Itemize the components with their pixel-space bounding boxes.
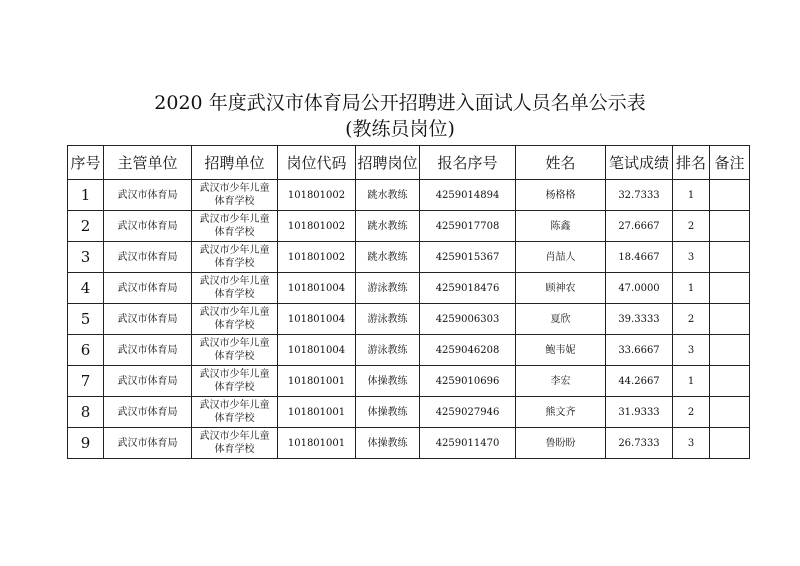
cell-score: 39.3333 <box>606 304 673 335</box>
cell-post: 体操教练 <box>356 397 420 428</box>
table-row <box>68 273 750 304</box>
cell-unit <box>192 428 278 459</box>
cell-name: 鲍韦妮 <box>516 335 606 366</box>
header-dept: 主管单位 <box>104 146 192 180</box>
cell-reg: 4259011470 <box>420 428 516 459</box>
cell-note <box>710 428 750 459</box>
cell-reg: 4259017708 <box>420 211 516 242</box>
cell-post: 游泳教练 <box>356 273 420 304</box>
cell-unit-line1: 武汉市少年儿童 <box>199 369 270 380</box>
table-row <box>68 335 750 366</box>
table-row <box>68 242 750 273</box>
cell-post: 跳水教练 <box>356 180 420 211</box>
cell-seq: 1 <box>68 180 104 211</box>
cell-unit <box>192 366 278 397</box>
cell-seq: 2 <box>68 211 104 242</box>
cell-name: 熊文齐 <box>516 397 606 428</box>
cell-score: 27.6667 <box>606 211 673 242</box>
document-subtitle: (教练员岗位) <box>345 118 455 140</box>
table-row <box>68 366 750 397</box>
cell-unit-line2: 体育学校 <box>214 444 255 455</box>
header-score: 笔试成绩 <box>606 146 673 180</box>
cell-code: 101801002 <box>278 242 356 273</box>
cell-unit-line1: 武汉市少年儿童 <box>199 276 270 287</box>
cell-note <box>710 242 750 273</box>
cell-score: 31.9333 <box>606 397 673 428</box>
cell-unit-line1: 武汉市少年儿童 <box>199 431 270 442</box>
cell-note <box>710 366 750 397</box>
cell-note <box>710 180 750 211</box>
header-name: 姓名 <box>516 146 606 180</box>
cell-seq: 3 <box>68 242 104 273</box>
table-row <box>68 180 750 211</box>
cell-code: 101801001 <box>278 397 356 428</box>
cell-unit-line2: 体育学校 <box>214 196 255 207</box>
cell-reg: 4259018476 <box>420 273 516 304</box>
cell-code: 101801004 <box>278 335 356 366</box>
cell-code: 101801001 <box>278 428 356 459</box>
cell-reg: 4259014894 <box>420 180 516 211</box>
cell-reg: 4259006303 <box>420 304 516 335</box>
cell-score: 26.7333 <box>606 428 673 459</box>
cell-unit-line1: 武汉市少年儿童 <box>199 400 270 411</box>
cell-note <box>710 397 750 428</box>
cell-name: 李宏 <box>516 366 606 397</box>
cell-code: 101801004 <box>278 273 356 304</box>
cell-dept: 武汉市体育局 <box>104 428 192 459</box>
cell-dept: 武汉市体育局 <box>104 242 192 273</box>
cell-dept: 武汉市体育局 <box>104 180 192 211</box>
cell-reg: 4259015367 <box>420 242 516 273</box>
cell-score: 18.4667 <box>606 242 673 273</box>
cell-code: 101801002 <box>278 211 356 242</box>
cell-dept: 武汉市体育局 <box>104 211 192 242</box>
cell-score: 47.0000 <box>606 273 673 304</box>
table-row <box>68 397 750 428</box>
cell-seq: 7 <box>68 366 104 397</box>
table-row <box>68 304 750 335</box>
cell-rank: 3 <box>673 242 710 273</box>
cell-post: 游泳教练 <box>356 335 420 366</box>
cell-unit-line1: 武汉市少年儿童 <box>199 307 270 318</box>
cell-unit-line2: 体育学校 <box>214 382 255 393</box>
cell-unit-line2: 体育学校 <box>214 351 255 362</box>
cell-name: 鲁盼盼 <box>516 428 606 459</box>
interview-roster-table <box>67 145 750 459</box>
cell-unit-line2: 体育学校 <box>214 289 255 300</box>
cell-rank: 1 <box>673 180 710 211</box>
table-row <box>68 428 750 459</box>
cell-code: 101801002 <box>278 180 356 211</box>
cell-unit-line2: 体育学校 <box>214 320 255 331</box>
cell-note <box>710 304 750 335</box>
cell-name: 陈鑫 <box>516 211 606 242</box>
header-rank: 排名 <box>673 146 710 180</box>
cell-post: 体操教练 <box>356 428 420 459</box>
header-note: 备注 <box>710 146 750 180</box>
header-post: 招聘岗位 <box>356 146 420 180</box>
header-seq: 序号 <box>68 146 104 180</box>
cell-name: 肖喆人 <box>516 242 606 273</box>
cell-unit-line1: 武汉市少年儿童 <box>199 245 270 256</box>
cell-post: 跳水教练 <box>356 242 420 273</box>
cell-unit <box>192 211 278 242</box>
cell-reg: 4259027946 <box>420 397 516 428</box>
cell-note <box>710 211 750 242</box>
cell-code: 101801004 <box>278 304 356 335</box>
cell-name: 杨格格 <box>516 180 606 211</box>
cell-note <box>710 273 750 304</box>
document-title: 2020 年度武汉市体育局公开招聘进入面试人员名单公示表 <box>154 92 646 114</box>
cell-unit-line1: 武汉市少年儿童 <box>199 214 270 225</box>
cell-dept: 武汉市体育局 <box>104 304 192 335</box>
cell-post: 体操教练 <box>356 366 420 397</box>
cell-unit <box>192 273 278 304</box>
cell-score: 32.7333 <box>606 180 673 211</box>
cell-unit <box>192 180 278 211</box>
cell-unit <box>192 335 278 366</box>
cell-name: 夏欣 <box>516 304 606 335</box>
table-header-row <box>68 146 750 180</box>
header-unit: 招聘单位 <box>192 146 278 180</box>
cell-score: 33.6667 <box>606 335 673 366</box>
cell-dept: 武汉市体育局 <box>104 335 192 366</box>
cell-seq: 8 <box>68 397 104 428</box>
cell-rank: 2 <box>673 304 710 335</box>
cell-unit-line2: 体育学校 <box>214 413 255 424</box>
cell-dept: 武汉市体育局 <box>104 366 192 397</box>
cell-post: 游泳教练 <box>356 304 420 335</box>
cell-dept: 武汉市体育局 <box>104 397 192 428</box>
cell-unit-line1: 武汉市少年儿童 <box>199 183 270 194</box>
cell-name: 顾神农 <box>516 273 606 304</box>
cell-unit-line1: 武汉市少年儿童 <box>199 338 270 349</box>
cell-unit <box>192 242 278 273</box>
cell-rank: 3 <box>673 428 710 459</box>
header-code: 岗位代码 <box>278 146 356 180</box>
cell-note <box>710 335 750 366</box>
cell-rank: 3 <box>673 335 710 366</box>
cell-rank: 1 <box>673 366 710 397</box>
cell-seq: 4 <box>68 273 104 304</box>
cell-score: 44.2667 <box>606 366 673 397</box>
cell-code: 101801001 <box>278 366 356 397</box>
cell-seq: 9 <box>68 428 104 459</box>
cell-seq: 5 <box>68 304 104 335</box>
cell-rank: 1 <box>673 273 710 304</box>
cell-unit <box>192 304 278 335</box>
table-row <box>68 211 750 242</box>
cell-unit-line2: 体育学校 <box>214 227 255 238</box>
cell-unit <box>192 397 278 428</box>
cell-post: 跳水教练 <box>356 211 420 242</box>
header-reg: 报名序号 <box>420 146 516 180</box>
cell-reg: 4259046208 <box>420 335 516 366</box>
cell-rank: 2 <box>673 211 710 242</box>
cell-unit-line2: 体育学校 <box>214 258 255 269</box>
cell-rank: 2 <box>673 397 710 428</box>
cell-seq: 6 <box>68 335 104 366</box>
cell-reg: 4259010696 <box>420 366 516 397</box>
cell-dept: 武汉市体育局 <box>104 273 192 304</box>
